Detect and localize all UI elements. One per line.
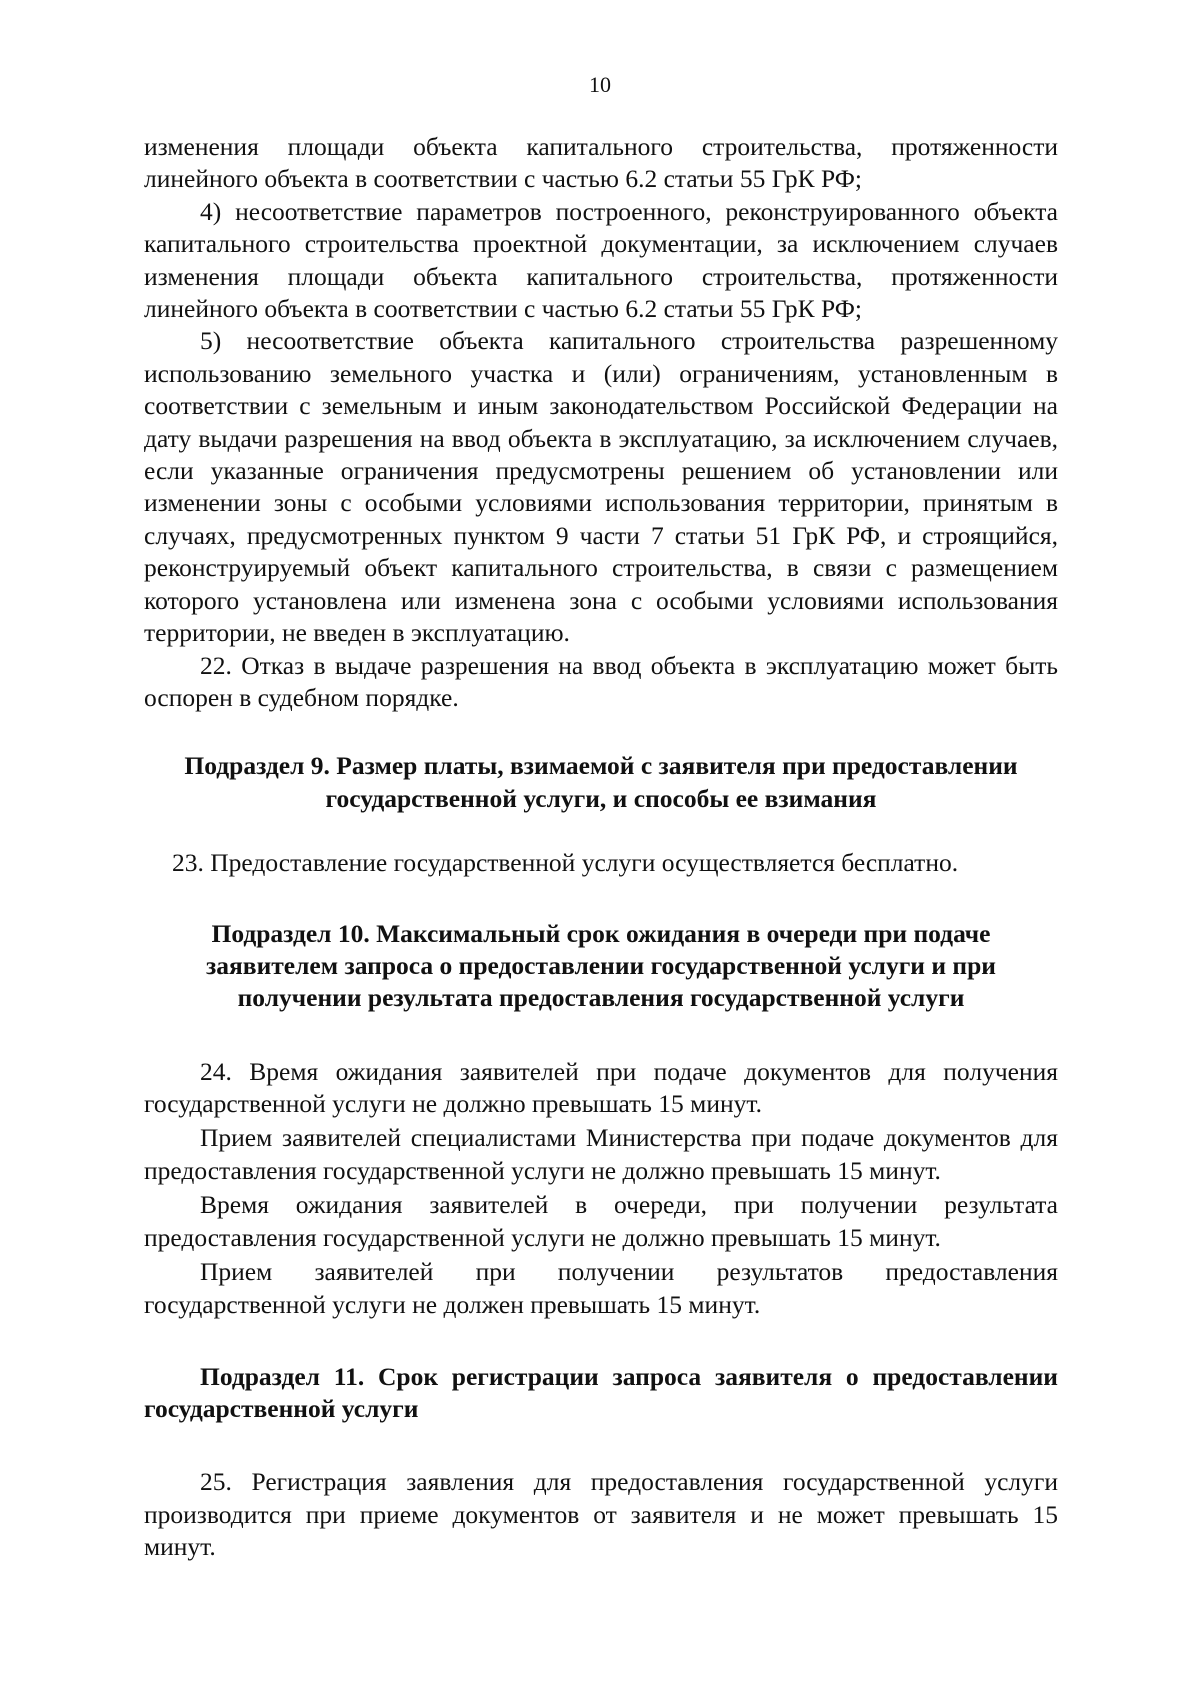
paragraph-item-5: 5) несоответствие объекта капитального строительства разрешенному использованию земельного участка и (или) ограничениям, установленным в соответствии с земельным и иным законодательством Российской Федерации на дату выдачи разрешения на ввод объекта в эксплуатацию, за исключением случаев, если указанные ограничения предусмотрены решением об установлении или изменении зоны с особыми условиями использования территории, принятым в случаях, предусмотренных пунктом 9 части 7 статьи 51 ГрК РФ, и строящийся, реконструируемый объект капитального строительства, в связи с размещением которого установлена или изменена зона с особыми условиями использования территории, не введен в эксплуатацию. — [144, 326, 1058, 648]
section-heading-10: Подраздел 10. Максимальный срок ожидания в очереди при подаче заявителем запроса о предоставлении государственной услуги и при получении результата предоставления государственной услуги — [206, 918, 996, 1013]
document-body — [144, 131, 1058, 1564]
page-number: 10 — [589, 72, 611, 97]
paragraph-item-4: 4) несоответствие параметров построенного, реконструированного объекта капитального строительства проектной документации, за исключением случаев изменения площади объекта капитального строительства, протяженности линейного объекта в соответствии с частью 6.2 статьи 55 ГрК РФ; — [144, 196, 1058, 324]
section-heading-9: Подраздел 9. Размер платы, взимаемой с заявителя при предоставлении государственной услуги, и способы ее взимания — [184, 751, 1018, 813]
paragraph-22: 22. Отказ в выдаче разрешения на ввод объекта в эксплуатацию может быть оспорен в судебном порядке. — [144, 650, 1058, 712]
paragraph-24-results: Прием заявителей при получении результатов предоставления государственной услуги не должен превышать 15 минут. — [144, 1256, 1058, 1320]
paragraph-23: 23. Предоставление государственной услуги осуществляется бесплатно. — [172, 848, 959, 878]
section-heading-11: Подраздел 11. Срок регистрации запроса заявителя о предоставлении государственной услуги — [144, 1361, 1058, 1423]
paragraph-continuation: изменения площади объекта капитального строительства, протяженности линейного объекта в соответствии с частью 6.2 статьи 55 ГрК РФ; — [144, 132, 1058, 194]
paragraph-24: 24. Время ожидания заявителей при подаче документов для получения государственной услуги не должно превышать 15 минут. — [144, 1056, 1058, 1119]
paragraph-24-reception: Прием заявителей специалистами Министерства при подаче документов для предоставления государственной услуги не должно превышать 15 минут. — [144, 1122, 1058, 1186]
paragraph-25: 25. Регистрация заявления для предоставления государственной услуги производится при приеме документов от заявителя и не может превышать 15 минут. — [144, 1467, 1058, 1562]
paragraph-24-queue: Время ожидания заявителей в очереди, при получении результата предоставления государственной услуги не должно превышать 15 минут. — [144, 1189, 1058, 1253]
